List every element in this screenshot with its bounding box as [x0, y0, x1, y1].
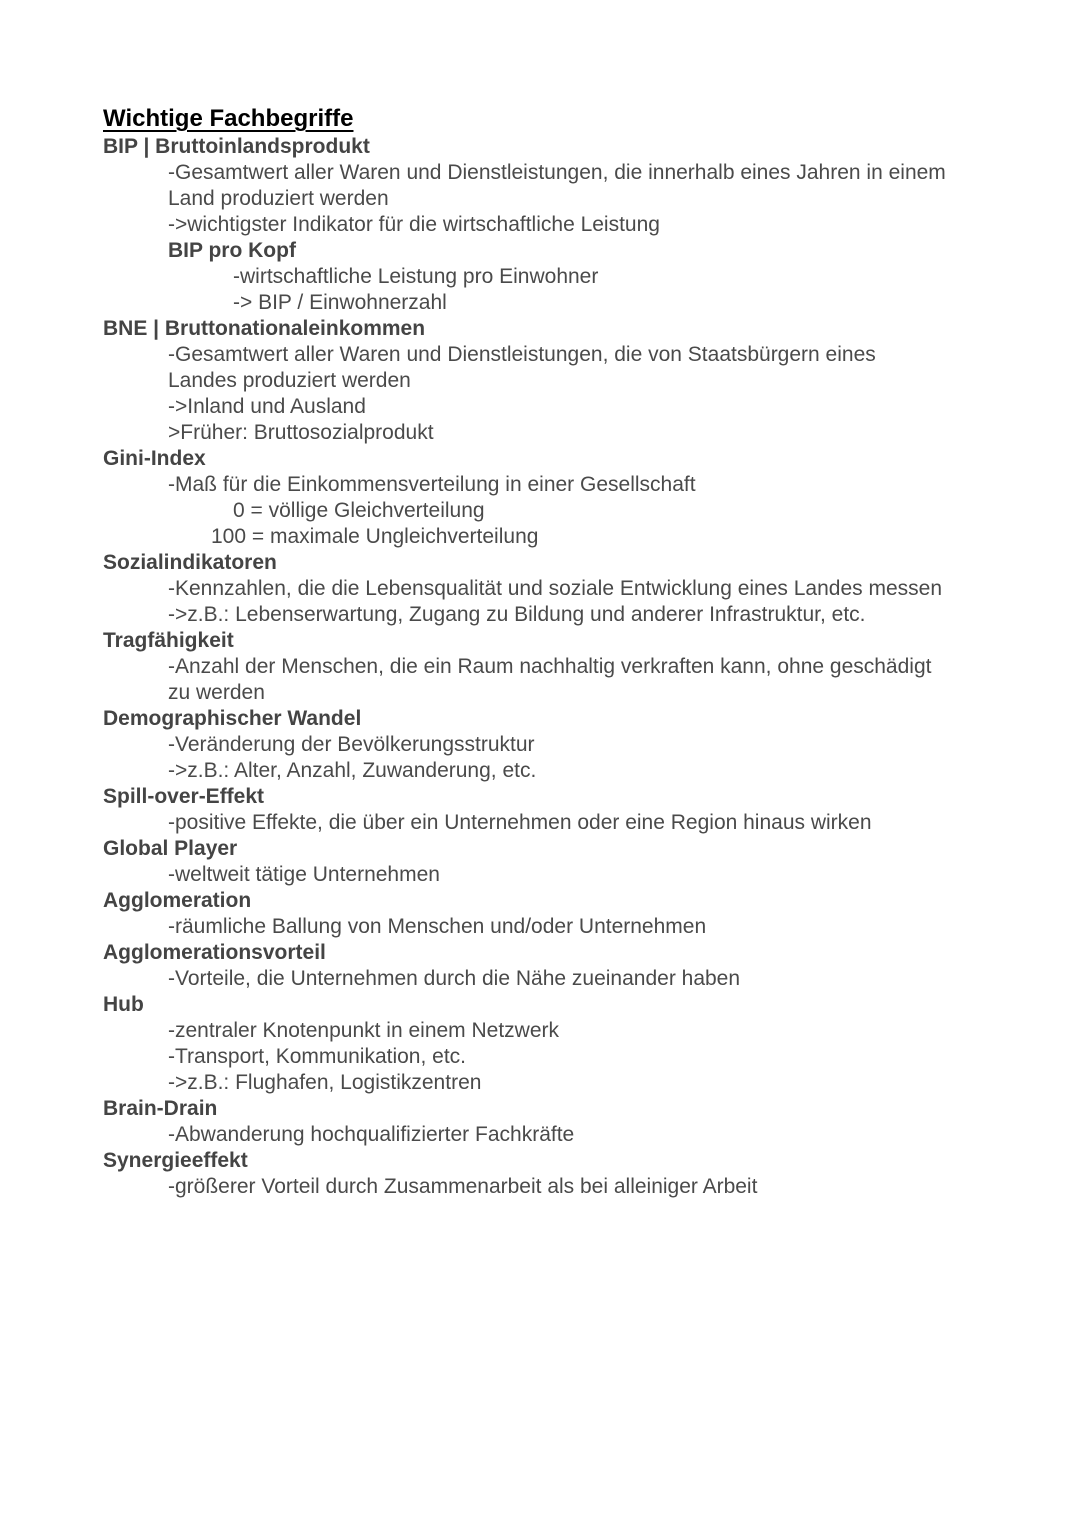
term-definition: -positive Effekte, die über ein Unternehmen oder eine Region hinaus wirken [168, 811, 872, 834]
term-definition: -Veränderung der Bevölkerungsstruktur [168, 733, 535, 756]
term-definition: -größerer Vorteil durch Zusammenarbeit als bei alleiniger Arbeit [168, 1175, 758, 1198]
term-definition: -Gesamtwert aller Waren und Dienstleistungen, die innerhalb eines Jahren in einem [168, 161, 946, 184]
term-definition: ->z.B.: Alter, Anzahl, Zuwanderung, etc. [168, 759, 537, 782]
term-definition: ->wichtigster Indikator für die wirtschaftliche Leistung [168, 213, 660, 236]
term-heading-bne: BNE | Bruttonationaleinkommen [103, 317, 426, 340]
term-definition: -zentraler Knotenpunkt in einem Netzwerk [168, 1019, 560, 1042]
term-heading-hub: Hub [103, 993, 144, 1016]
term-definition: -Abwanderung hochqualifizierter Fachkräfte [168, 1123, 575, 1146]
term-definition: Landes produziert werden [168, 369, 411, 392]
sub-term-heading-bip-pro-kopf: BIP pro Kopf [168, 239, 296, 262]
term-heading-sozialindikatoren: Sozialindikatoren [103, 551, 277, 574]
term-definition: -Gesamtwert aller Waren und Dienstleistungen, die von Staatsbürgern eines [168, 343, 876, 366]
term-definition: -Vorteile, die Unternehmen durch die Nähe zueinander haben [168, 967, 741, 990]
term-definition: -> BIP / Einwohnerzahl [233, 291, 447, 314]
term-definition: ->Inland und Ausland [168, 395, 366, 418]
term-definition: -Kennzahlen, die die Lebensqualität und soziale Entwicklung eines Landes messen [168, 577, 943, 600]
term-definition: Land produziert werden [168, 187, 389, 210]
term-definition: 100 = maximale Ungleichverteilung [211, 525, 539, 548]
term-heading-agglomeration: Agglomeration [103, 889, 252, 912]
term-definition: >Früher: Bruttosozialprodukt [168, 421, 434, 444]
term-definition: ->z.B.: Lebenserwartung, Zugang zu Bildung und anderer Infrastruktur, etc. [168, 603, 866, 626]
term-heading-brain-drain: Brain-Drain [103, 1097, 218, 1120]
term-heading-tragfaehigkeit: Tragfähigkeit [103, 629, 234, 652]
term-definition: ->z.B.: Flughafen, Logistikzentren [168, 1071, 482, 1094]
term-heading-gini-index: Gini-Index [103, 447, 206, 470]
term-definition: -räumliche Ballung von Menschen und/oder Unternehmen [168, 915, 707, 938]
term-definition: 0 = völlige Gleichverteilung [233, 499, 485, 522]
term-definition: -Transport, Kommunikation, etc. [168, 1045, 466, 1068]
term-definition: -Maß für die Einkommensverteilung in einer Gesellschaft [168, 473, 696, 496]
term-heading-agglomerationsvorteil: Agglomerationsvorteil [103, 941, 326, 964]
term-heading-spill-over-effekt: Spill-over-Effekt [103, 785, 265, 808]
term-definition: zu werden [168, 681, 265, 704]
term-definition: -Anzahl der Menschen, die ein Raum nachhaltig verkraften kann, ohne geschädigt [168, 655, 932, 678]
term-heading-global-player: Global Player [103, 837, 238, 860]
term-heading-demographischer-wandel: Demographischer Wandel [103, 707, 362, 730]
term-definition: -weltweit tätige Unternehmen [168, 863, 440, 886]
term-heading-bip: BIP | Bruttoinlandsprodukt [103, 135, 370, 158]
term-definition: -wirtschaftliche Leistung pro Einwohner [233, 265, 599, 288]
glossary-content [103, 104, 1003, 1200]
term-heading-synergieeffekt: Synergieeffekt [103, 1149, 248, 1172]
page-title: Wichtige Fachbegriffe [103, 105, 354, 132]
